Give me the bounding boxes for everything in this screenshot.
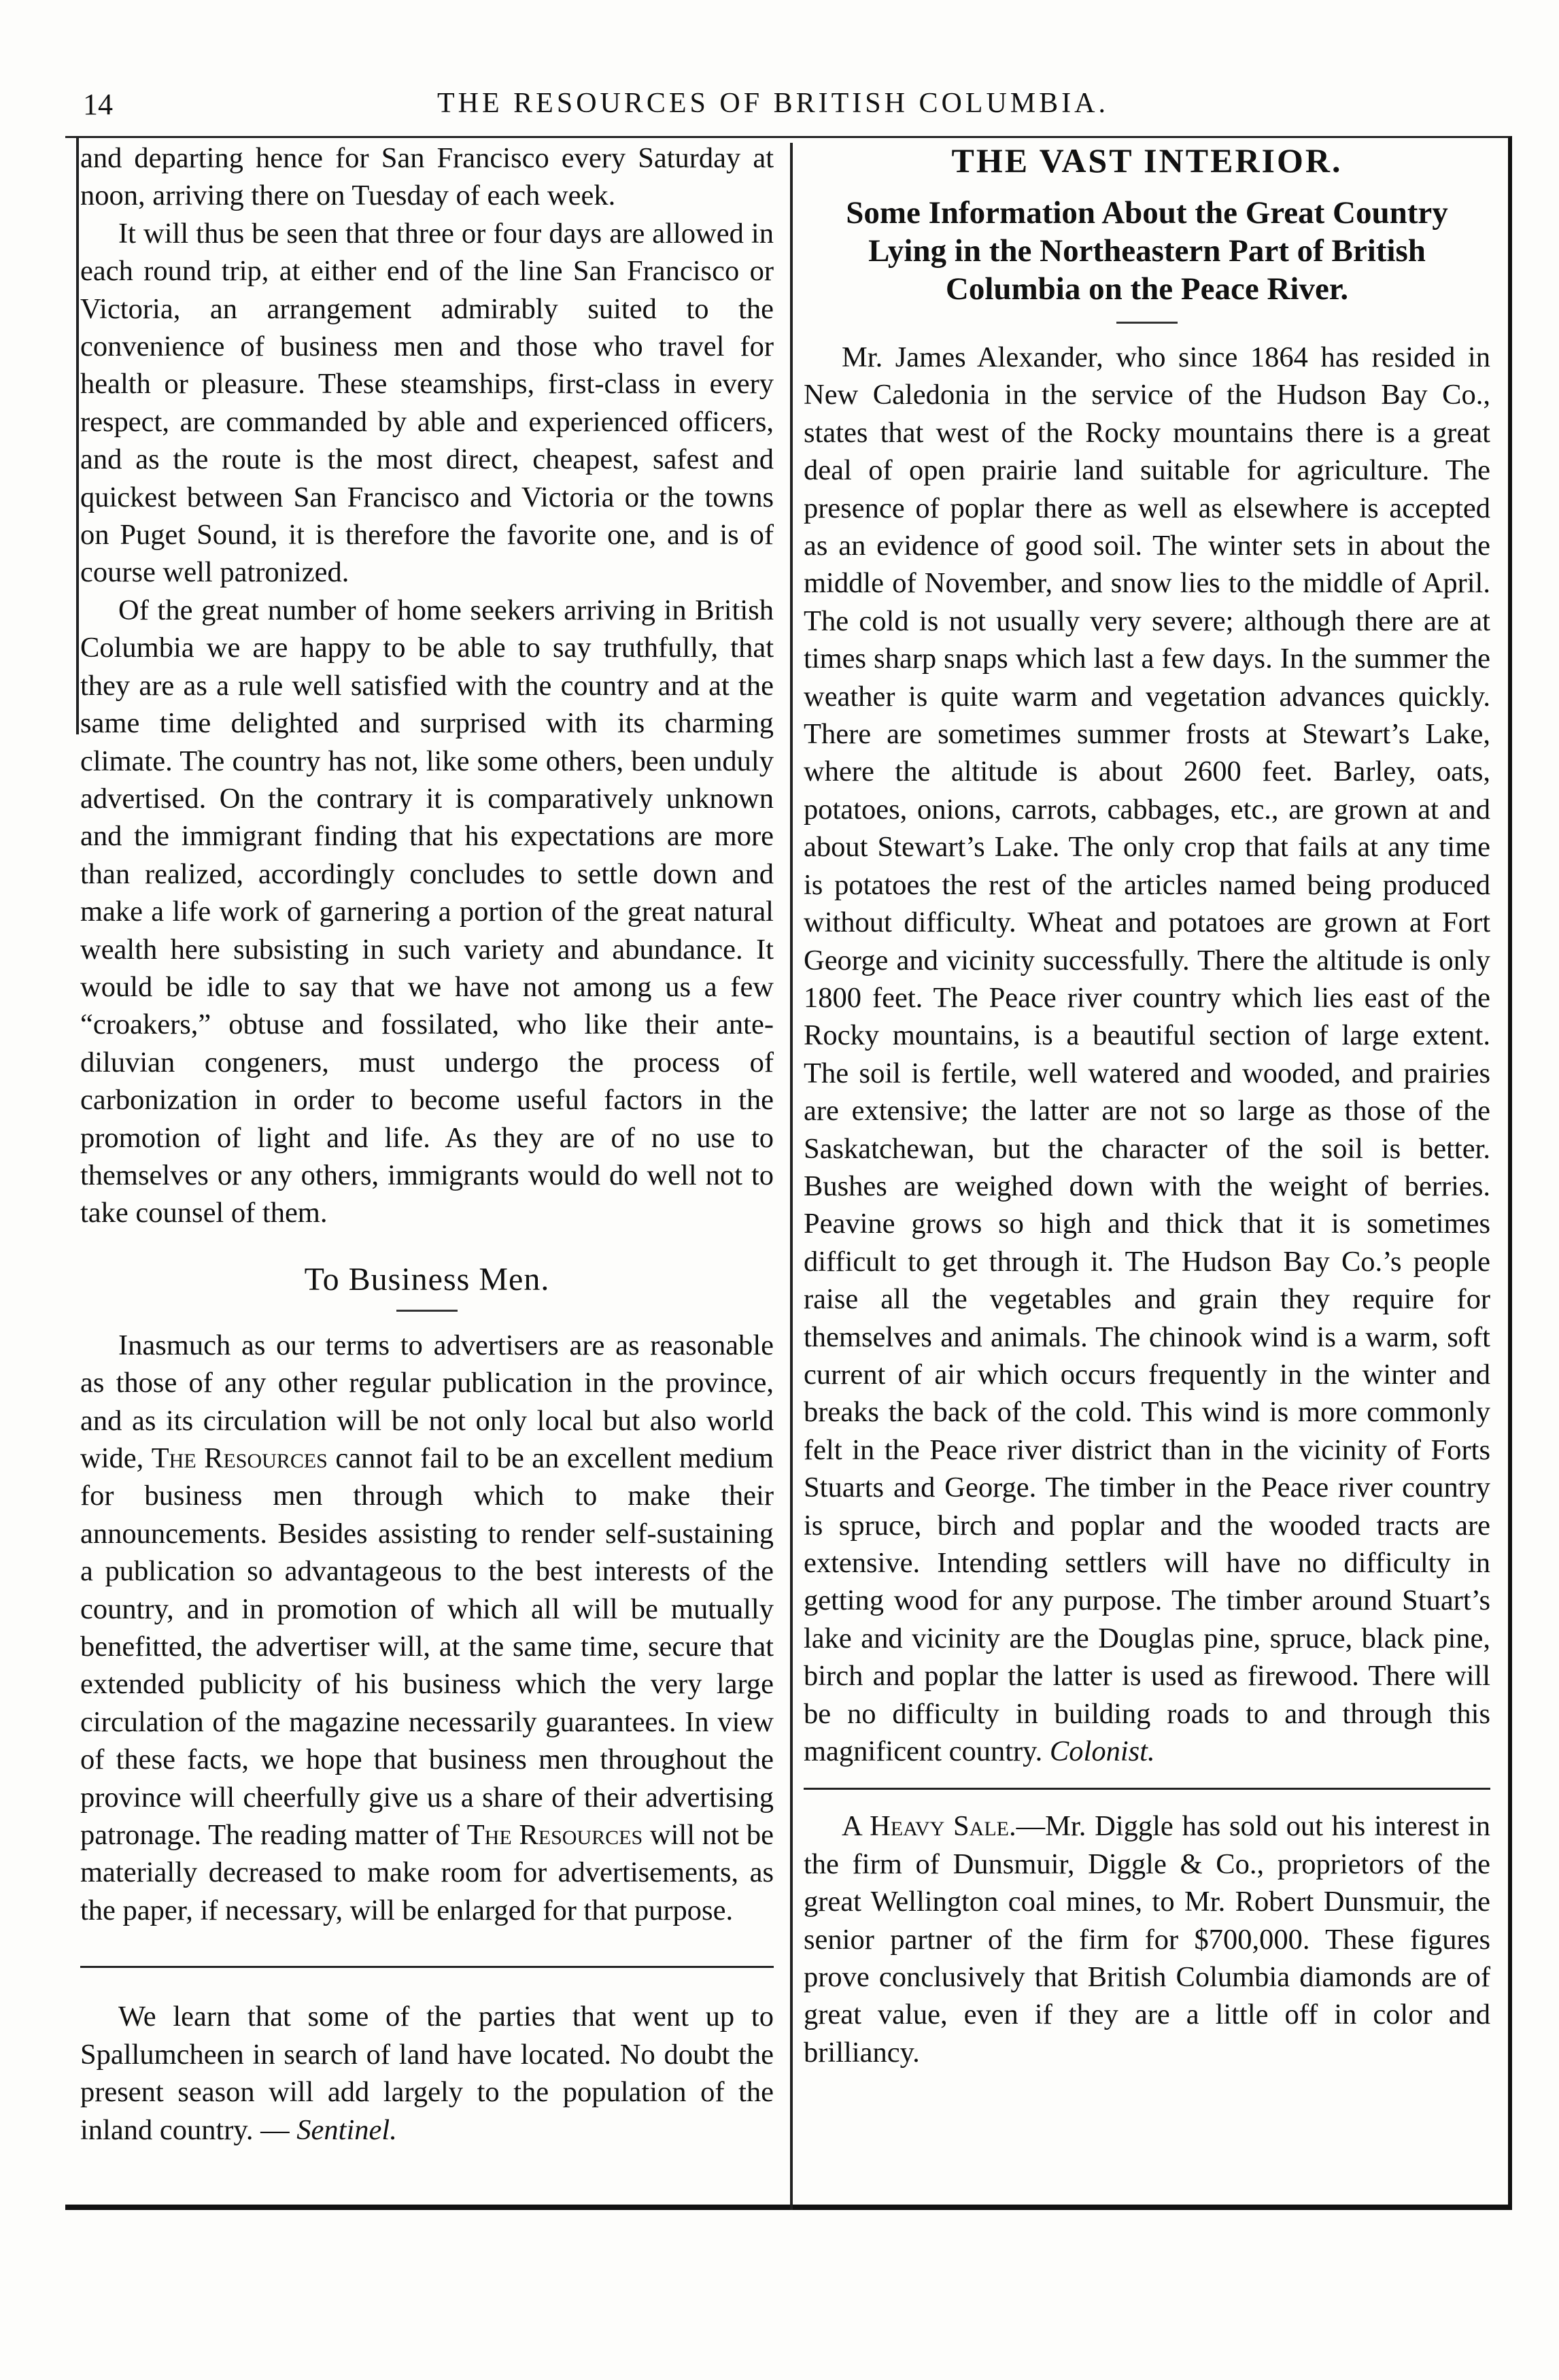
section-rule bbox=[80, 1966, 774, 1968]
vast-interior-deck: Some Information About the Great Country Lying in the Northeastern Part of British Columbia on the Peace River. bbox=[846, 195, 1448, 307]
column-divider bbox=[790, 143, 793, 2210]
business-men-heading: To Business Men. bbox=[304, 1261, 550, 1297]
heavy-sale-paragraph bbox=[804, 1807, 1490, 2071]
home-seekers-paragraph: Of the great number of home seekers arriving in British Columbia we are happy to be able to say truthfully, that they are as a rule well satisfied with the country and at the same time delighted and surprised with its charming climate. The country has not, like some others, been unduly advertised. On the contrary it is comparatively unknown and the immigrant finding that his expectations are more than realized, accordingly concludes to settle down and make a life work of garnering a portion of the great natural wealth here subsisting in such variety and abundance. It would be idle to say that we have not among us a few “croakers,” obtuse and fossilated, who like their ante-diluvian congeners, must undergo the process of carbonization in order to become useful factors in the promotion of light and life. As they are of no use to themselves or any others, immigrants would do well not to take counsel of them. bbox=[80, 594, 774, 1229]
business-text-part-1: Inasmuch as our terms to advertisers are as reasonable as those of any other regular publication in the province, and as its circulation will be not only local but also world wide, bbox=[80, 1329, 774, 1474]
page-number: 14 bbox=[83, 88, 113, 121]
publication-name: The Resources bbox=[151, 1442, 328, 1474]
right-column bbox=[804, 139, 1490, 2071]
steamship-continuation-paragraph: and departing hence for San Francisco every Saturday at noon, arriving there on Tuesday of each week. bbox=[80, 142, 774, 212]
heading-dash bbox=[1116, 322, 1178, 324]
source-credit: Colonist. bbox=[1049, 1735, 1155, 1768]
vast-interior-text: Mr. James Alexander, who since 1864 has resided in New Caledonia in the service of the Hudson Bay Co., states that west of the Rocky mountains there is a great deal of open prairie land suitable for agriculture. The presence of poplar there as well as elsewhere is accepted as an evidence of good soil. The winter sets in about the middle of November, and snow lies to the middle of April. The cold is not usually very severe; although there are at times sharp snaps which last a few days. In the summer the weather is quite warm and vegetation advances quickly. There are sometimes summer frosts at Stewart’s Lake, where the altitude is about 2600 feet. Barley, oats, potatoes, onions, carrots, cabbages, etc., are grown at and about Stewart’s Lake. The only crop that fails at any time is potatoes the rest of the articles named being produced without difficulty. Wheat and potatoes are grown at Fort George and vicinity successfully. There the altitude is only 1800 feet. The Peace river country which lies east of the Rocky mountains, is a beautiful section of large extent. The soil is fertile, well watered and wooded, and prairies are extensive; the latter are not so large as those of the Saskatchewan, but the character of the soil is better. Bushes are weighed down with the weight of berries. Peavine grows so high and thick that it is sometimes difficult to get through it. The Hudson Bay Co.’s people raise all the vegetables and grain they require for themselves and animals. The chinook wind is a warm, soft current of air which occurs frequently in the winter and breaks the back of the cold. This wind is more commonly felt in the Peace river district than in the vicinity of Forts Stuarts and George. The timber in the Peace river country is spruce, birch and poplar and the wooded tracts are extensive. Intending settlers will have no difficulty in getting wood for any purpose. The timber around Stuart’s lake and vicinity are the Douglas pine, spruce, black pine, birch and poplar the latter is used as firewood. There will be no difficulty in building roads to and through this magnificent country. bbox=[804, 341, 1490, 1768]
business-men-paragraph bbox=[80, 1327, 774, 1930]
left-frame-rule bbox=[76, 136, 79, 734]
source-credit: Sentinel. bbox=[296, 2113, 397, 2146]
running-head bbox=[76, 87, 1470, 128]
publication-name: The Resources bbox=[466, 1819, 643, 1852]
business-text-part-2: cannot fail to be an excellent medium for business men through which to make their announcements. Besides assisting to render self-sustaining a publication so advantageous to the best interests of the country, and in promotion of which all will be mutually benefitted, the advertiser will, at the same time, secure that extended publicity of his business which the very large circulation of the magazine necessarily guarantees. In view of these facts, we hope that business men throughout the province will cheerfully give us a share of their advertising patronage. The reading matter of bbox=[80, 1442, 774, 1852]
spallumcheen-paragraph bbox=[80, 1998, 774, 2149]
business-text-part-3: will not be materially decreased to make room for advertisements, as the paper, if necessary, will be enlarged for that purpose. bbox=[80, 1819, 774, 1926]
spallumcheen-text: We learn that some of the parties that went up to Spallumcheen in search of land have located. No doubt the present season will add largely to the population of the inland country. — bbox=[80, 2001, 774, 2146]
vast-interior-paragraph bbox=[804, 339, 1490, 1770]
section-rule bbox=[804, 1788, 1490, 1790]
vast-interior-heading: THE VAST INTERIOR. bbox=[951, 141, 1343, 180]
heavy-sale-lead: A Heavy Sale. bbox=[842, 1810, 1016, 1843]
heavy-sale-text: —Mr. Diggle has sold out his interest in the firm of Dunsmuir, Diggle & Co., proprietors of the great Wellington coal mines, to Mr. Robert Dunsmuir, the senior partner of the firm for $700,000. These figures prove conclusively that British Columbia diamonds are of great value, even if they are a little off in color and brilliancy. bbox=[804, 1810, 1490, 2069]
heading-dash bbox=[396, 1310, 458, 1312]
left-column bbox=[80, 139, 774, 2149]
journal-title: THE RESOURCES OF BRITISH COLUMBIA. bbox=[437, 88, 1109, 119]
steamship-route-paragraph: It will thus be seen that three or four days are allowed in each round trip, at either end of the line San Francisco or Victoria, an arrangement admirably suited to the convenience of business men and those who travel for health or pleasure. These steamships, first-class in every respect, are commanded by able and experienced officers, and as the route is the most direct, cheapest, safest and quickest between San Francisco and Victoria or the towns on Puget Sound, it is therefore the favorite one, and is of course well patronized. bbox=[80, 217, 774, 589]
